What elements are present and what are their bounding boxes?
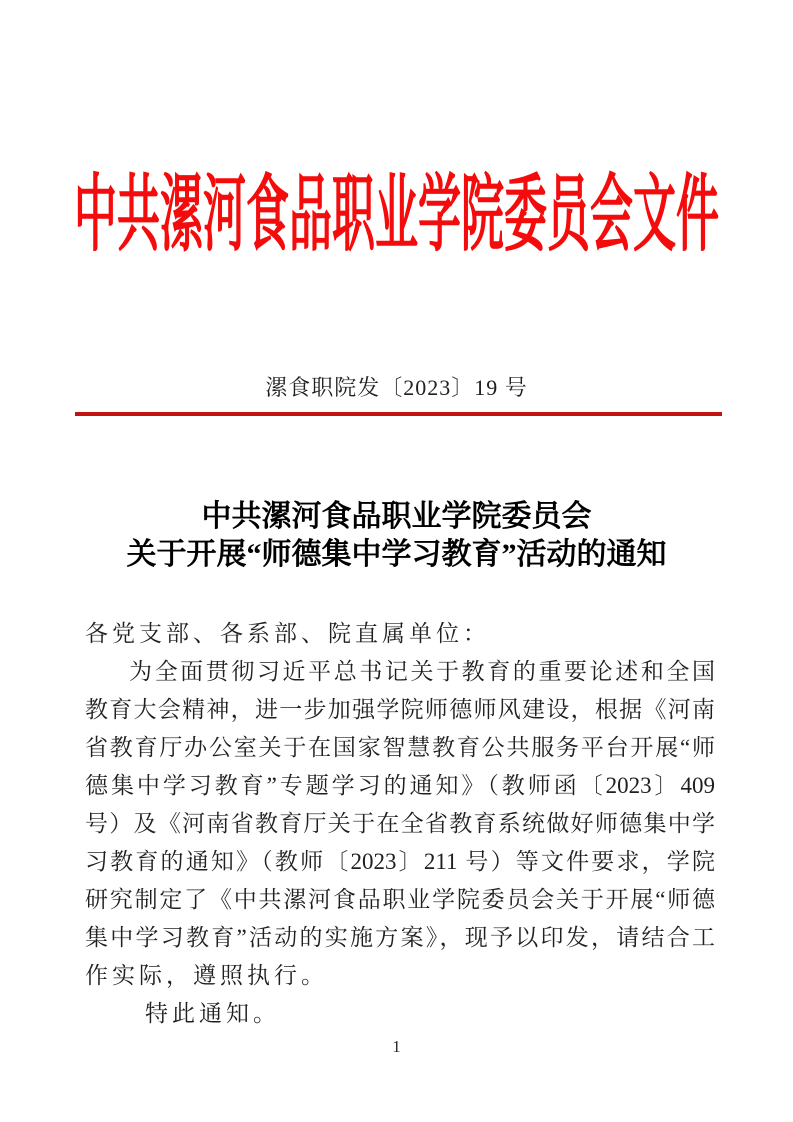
body-line: 号）及《河南省教育厅关于在全省教育系统做好师德集中学 [85,811,715,836]
body-line: 省教育厅办公室关于在国家智慧教育公共服务平台开展“师 [85,735,715,760]
document-body [85,615,715,1033]
document-title [0,498,793,574]
salutation-line: 各党支部、各系部、院直属单位： [85,621,490,646]
closing-notice: 特此通知。 [145,1001,280,1026]
red-separator-line [75,412,722,416]
document-title-line2: 关于开展“师德集中学习教育”活动的通知 [126,538,667,571]
page-number: 1 [392,1037,401,1056]
document-number: 漯食职院发〔2023〕19 号 [265,375,528,400]
document-title-line1: 中共漯河食品职业学院委员会 [201,500,592,533]
body-line: 集中学习教育”活动的实施方案》，现予以印发，请结合工 [85,925,715,950]
body-line: 教育大会精神，进一步加强学院师德师风建设，根据《河南 [85,697,715,722]
red-masthead [0,160,793,273]
body-line: 德集中学习教育”专题学习的通知》（教师函〔2023〕409 [85,773,715,798]
body-line: 研究制定了《中共漯河食品职业学院委员会关于开展“师德 [85,887,715,912]
body-line: 习教育的通知》（教师〔2023〕211 号）等文件要求，学院 [85,849,715,874]
body-line: 为全面贯彻习近平总书记关于教育的重要论述和全国 [129,659,715,684]
masthead-text: 中共漯河食品职业学院委员会文件 [74,170,719,263]
body-line: 作实际，遵照执行。 [85,963,328,988]
